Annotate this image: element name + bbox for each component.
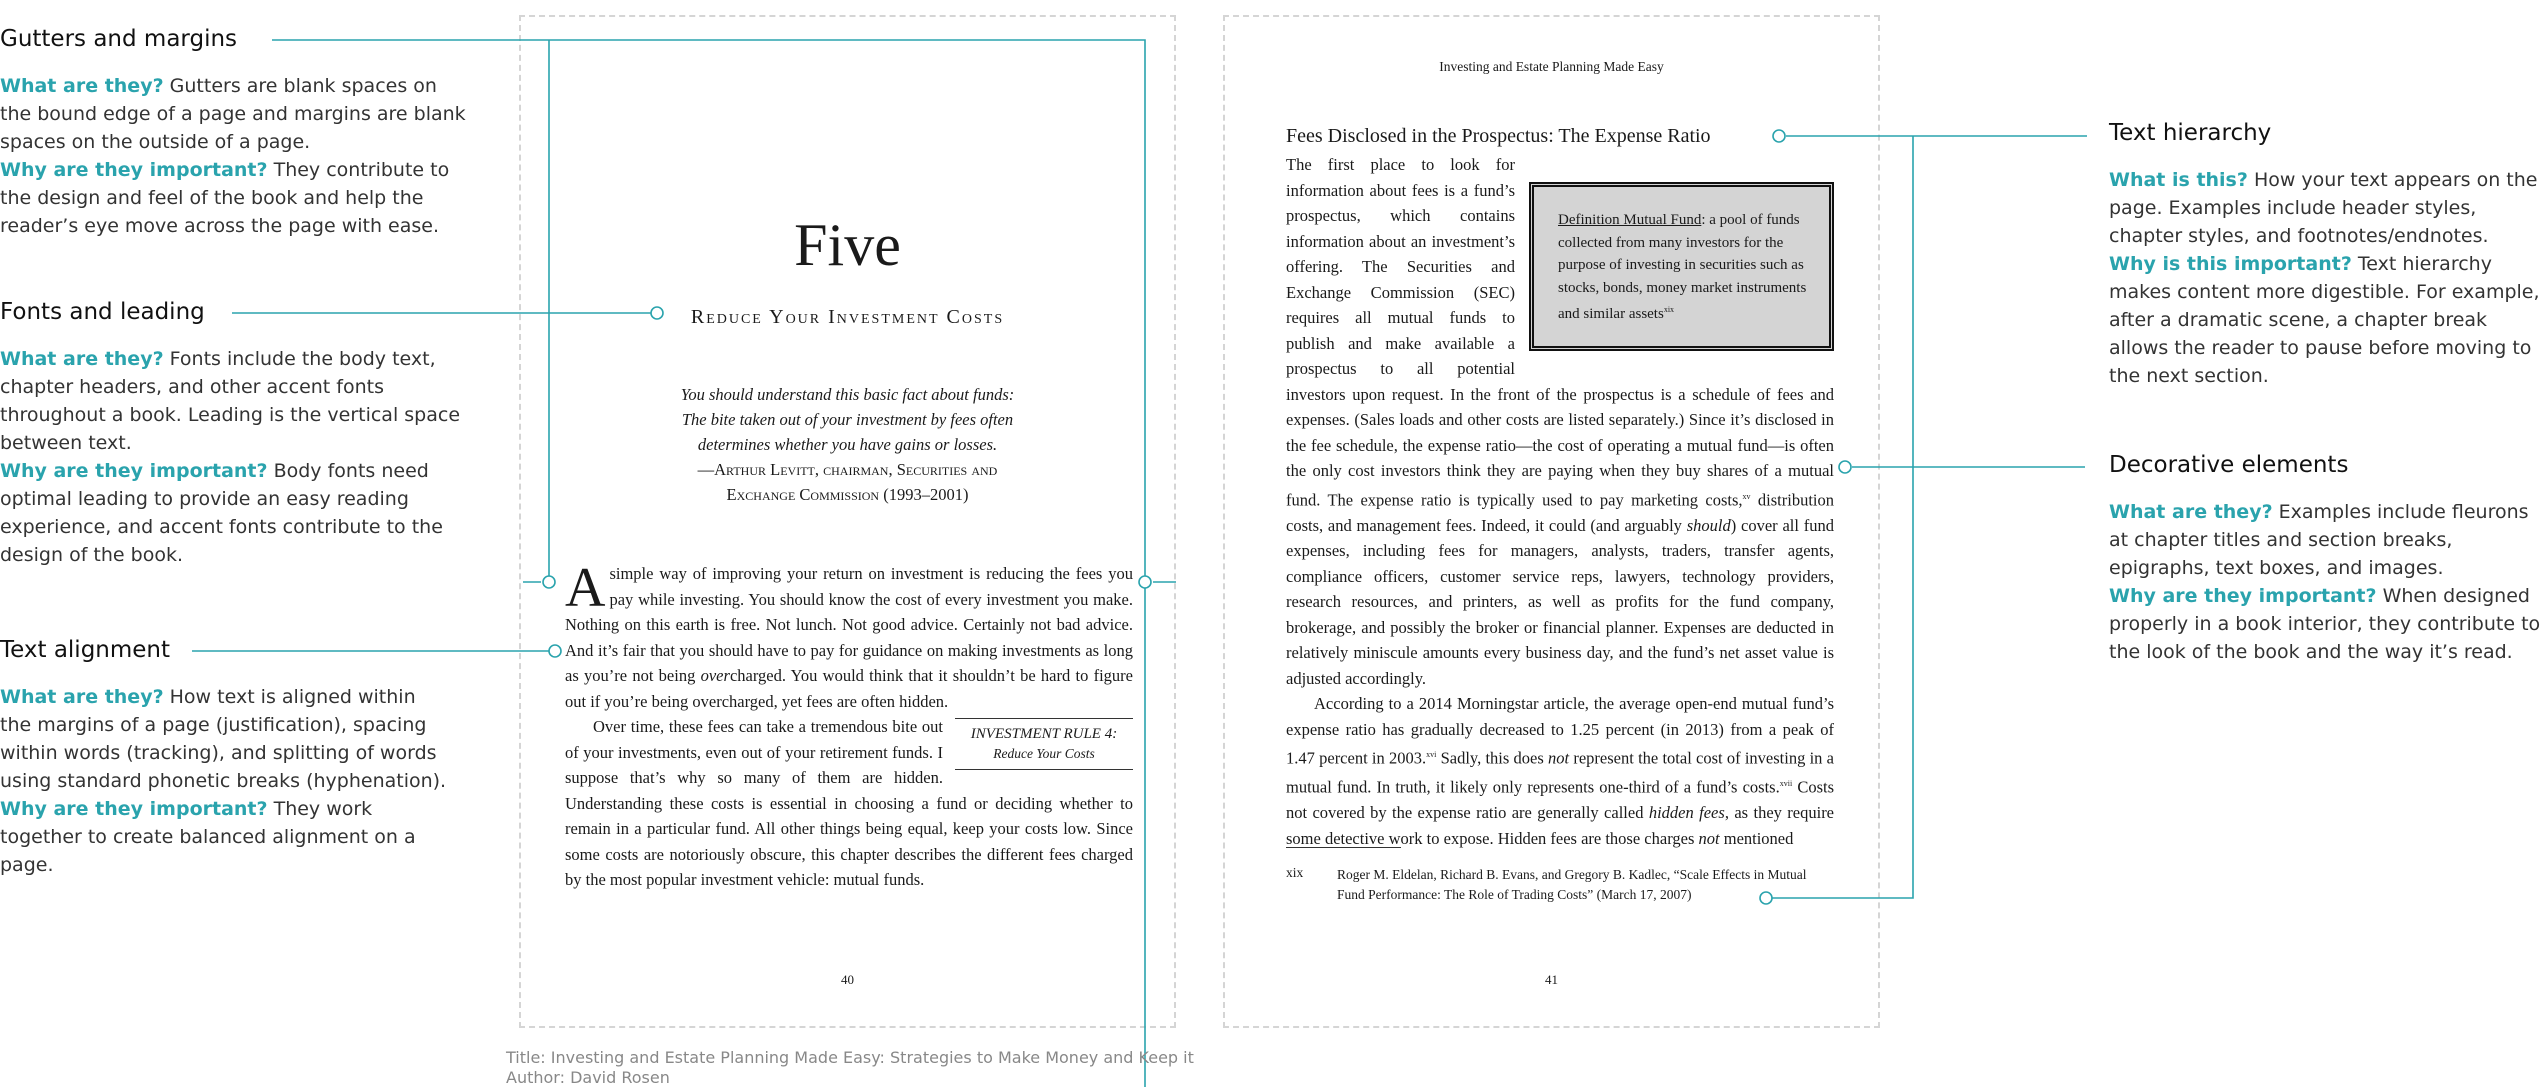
page-number: 41 xyxy=(1545,972,1558,987)
caption-title: Title: Investing and Estate Planning Made Easy: Strategies to Make Money and Keep it xyxy=(506,1048,1194,1067)
drop-cap: A xyxy=(565,557,606,619)
footnote-text: Roger M. Eldelan, Richard B. Evans, and Gregory B. Kadlec, “Scale Effects in Mutual Fund Performance: The Role of Trading Costs” (March 17, 2007) xyxy=(1337,867,1807,902)
annotation-body: What are they? Gutters are blank spaces on the bound edge of a page and margins are blank spaces on the outside of a page. Why are they important? They contribute to the design and feel of the book and help the reader’s eye move across the page with ease. xyxy=(0,75,466,237)
gutters-leader-line xyxy=(272,40,1145,1087)
epigraph-line: The bite taken out of your investment by fees often xyxy=(681,410,1014,429)
paragraph: A simple way of improving your return on investment is reducing the fees you pay while investing. You should know the cost of every investment you make. Nothing on this earth is free. Not lunch. Not good advice. Certainly not bad advice. And it’s fair that you should have to pay for guidance on making investments as long as you’re not being overcharged. You would think that it shouldn’t be hard to figure out if you’re being overcharged, yet fees are often hidden. xyxy=(565,557,1133,711)
epigraph-line: You should understand this basic fact about funds: xyxy=(680,385,1015,404)
section-heading: Fees Disclosed in the Prospectus: The Expense Ratio xyxy=(1286,125,1711,147)
annotation-title: Text hierarchy xyxy=(2109,120,2272,146)
paragraph: Definition Mutual Fund: a pool of funds collected from many investors for the purpose of investing in securities such as stocks, bonds, money market instruments and similar assets$^{xix}$ The first place to look for information about fees is a fund’s prospectus, which contains information about an investment’s offering. The Securities and Exchange Commission (SEC) requires all mutual funds to publish and make available a prospectus to all potential investors upon request. In the front of the prospectus is a schedule of fees and expenses. (Sales loads and other costs are listed separately.) Since it’s disclosed in the fee schedule, the expense ratio—the cost of operating a mutual fund—is often the only cost investors think they are paying when they buy shares of a mutual fund. The expense ratio is typically used to pay marketing costs,$^{xv}$ distribution costs, and management fees. Indeed, it could (and arguably should) cover all fund expenses, including fees for managers, analysts, traders, transfer agents, compliance officers, customer service reps, lawyers, technology providers, research resources, and printers, as well as profits for the fund company, brokerage, and possibly the broker or financial planner. Expenses are deducted in relatively miniscule amounts every business day, and the fund’s net asset value is adjusted accordingly. xyxy=(1286,155,1835,688)
rule-subtitle: Reduce Your Costs xyxy=(993,746,1095,761)
footnote-number: xix xyxy=(1286,865,1304,880)
annotation-body: What are they? Examples include fleurons at chapter titles and section breaks, epigraphs, text boxes, and images. Why are they important? When designed properly in a book interior, they contribute to the look of the book and the way it’s read. xyxy=(2109,501,2541,663)
chapter-title: Reduce Your Investment Costs xyxy=(690,306,1005,328)
chapter-number: Five xyxy=(794,212,901,278)
annotation-title: Decorative elements xyxy=(2109,452,2349,478)
definition-box: Definition Mutual Fund: a pool of funds collected from many investors for the purpose of investing in securities such as stocks, bonds, money market instruments and similar assets$^{xix}$ xyxy=(1529,182,1834,351)
annotation-title: Fonts and leading xyxy=(0,299,205,325)
caption-author: Author: David Rosen xyxy=(506,1068,670,1087)
paragraph: According to a 2014 Morningstar article, the average open-end mutual fund’s expense ratio has gradually decreased to 1.25 percent (in 2013) from a peak of 1.47 percent in 2003.$^{xvi}$ Sadly, this does not represent the total cost of investing in a mutual fund. In truth, it likely only represents one-third of a fund’s costs.$^{xvii}$ Costs not covered by the expense ratio are generally called hidden fees, as they require some detective work to expose. Hidden fees are those charges not mentioned xyxy=(1286,694,1835,848)
hierarchy-vertical-line xyxy=(1772,136,1913,898)
epigraph-attribution: Exchange Commission (1993–2001) xyxy=(726,485,969,504)
gutters-marker-right xyxy=(1139,576,1151,588)
running-head: Investing and Estate Planning Made Easy xyxy=(1439,59,1664,74)
annotation-title: Text alignment xyxy=(0,637,171,663)
annotation-body: What is this? How your text appears on the page. Examples include header styles, chapter styles, and footnotes/endnotes. Why is this important? Text hierarchy makes content more digestible. For example, after a dramatic scene, a chapter break allows the reader to pause before moving to the next section. xyxy=(2109,169,2540,387)
annotation-body: What are they? How text is aligned within the margins of a page (justification), spacing within words (tracking), and splitting of words using standard phonetic breaks (hyphenation). Why are they important? They work together to create balanced alignment on a page. xyxy=(0,686,447,876)
hierarchy-marker xyxy=(1773,130,1785,142)
annotation-title: Gutters and margins xyxy=(0,26,238,52)
decorative-marker xyxy=(1839,461,1851,473)
annotation-body: What are they? Fonts include the body text, chapter headers, and other accent fonts throughout a book. Leading is the vertical space between text. Why are they important? Body fonts need optimal leading to provide an easy reading experience, and accent fonts contribute to the design of the book. xyxy=(0,348,461,566)
definition-term: Definition Mutual Fund xyxy=(1558,212,1702,228)
gutters-marker-left xyxy=(543,576,555,588)
fonts-marker xyxy=(651,307,663,319)
book-caption xyxy=(506,1048,1194,1088)
epigraph-line: determines whether you have gains or losses. xyxy=(697,435,998,454)
footnote-marker xyxy=(1760,892,1772,904)
epigraph-attribution: —Arthur Levitt, chairman, Securities and xyxy=(697,460,998,479)
page-number: 40 xyxy=(841,972,854,987)
paragraph: INVESTMENT RULE 4: Reduce Your Costs Over time, these fees can take a tremendous bite out of your investments, even out of your retirement funds. I suppose that’s why so many of them are hidden. Understanding these costs is essential in choosing a fund or deciding whether to remain in a particular fund. All other things being equal, keep your costs low. Since some costs are notoriously obscure, this chapter describes the different fees charged by the most popular investment vehicle: mutual funds. xyxy=(565,717,1133,889)
rule-title: INVESTMENT RULE 4: xyxy=(970,726,1118,742)
alignment-marker xyxy=(549,645,561,657)
